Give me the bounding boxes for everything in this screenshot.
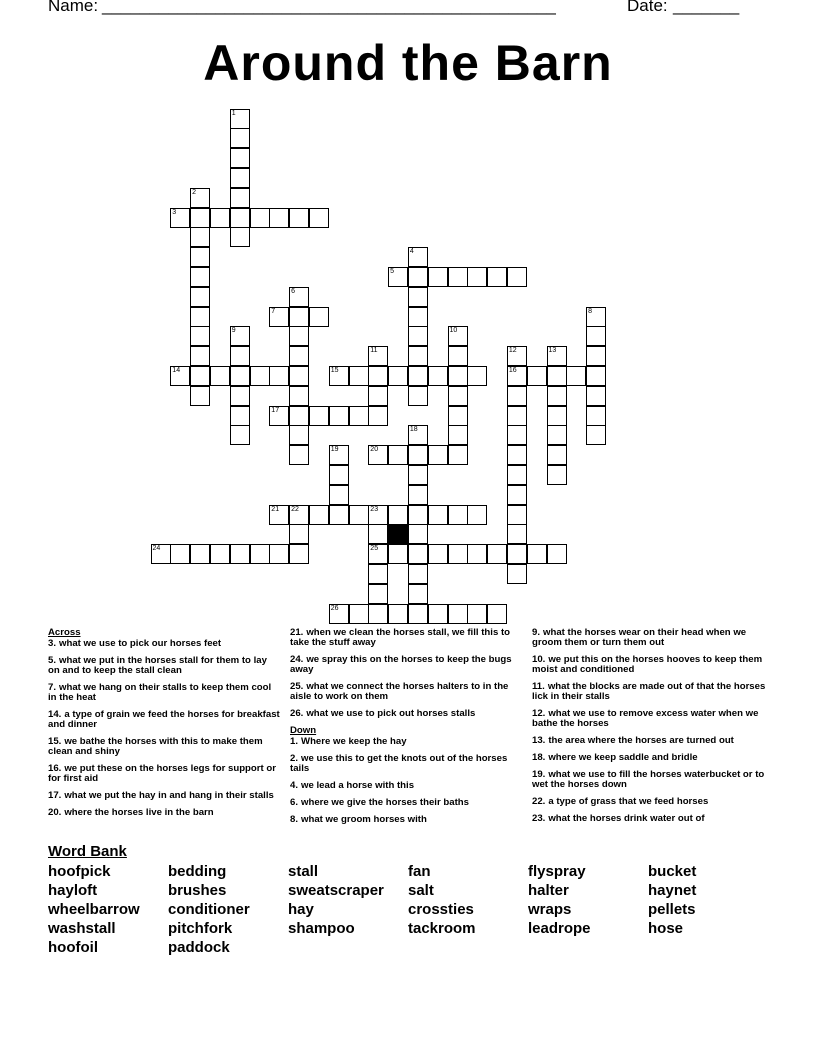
grid-cell[interactable] [408, 267, 428, 287]
grid-cell[interactable] [368, 386, 388, 406]
grid-cell[interactable] [547, 465, 567, 485]
grid-cell[interactable] [467, 544, 487, 564]
grid-cell[interactable] [230, 227, 250, 247]
grid-cell[interactable] [448, 346, 468, 366]
grid-cell[interactable] [428, 544, 448, 564]
grid-cell[interactable] [507, 406, 527, 426]
grid-cell[interactable] [349, 406, 369, 426]
grid-cell[interactable] [368, 564, 388, 584]
grid-cell[interactable] [329, 465, 349, 485]
word-bank-word: tackroom [408, 920, 476, 937]
cell-number: 5 [390, 267, 394, 275]
word-bank-list [48, 862, 768, 957]
cell-number: 6 [291, 287, 295, 295]
cell-number: 8 [588, 307, 592, 315]
grid-cell[interactable] [527, 544, 547, 564]
name-label: Name: [48, 0, 99, 15]
cell-number: 2 [192, 188, 196, 196]
grid-cell[interactable] [151, 544, 171, 564]
word-bank-word: washstall [48, 920, 116, 937]
grid-cell[interactable] [467, 604, 487, 624]
clue-down-10: 10. we put this on the horses hooves to keep them moist and conditioned [532, 654, 763, 675]
clue-across-3: 3. what we use to pick our horses feet [48, 638, 222, 649]
grid-cell[interactable] [408, 445, 428, 465]
grid-cell[interactable] [269, 307, 289, 327]
grid-cell[interactable] [368, 604, 388, 624]
clue-down-11: 11. what the blocks are made out of that the horses lick in their stalls [532, 681, 766, 702]
grid-cell[interactable] [586, 406, 606, 426]
grid-cell[interactable] [269, 544, 289, 564]
grid-cell[interactable] [448, 406, 468, 426]
cell-number: 25 [370, 545, 379, 553]
word-bank-word: wheelbarrow [48, 901, 140, 918]
word-bank-word: hose [648, 920, 684, 937]
grid-cell[interactable] [289, 208, 309, 228]
grid-cell[interactable] [329, 366, 349, 386]
grid-cell[interactable] [289, 406, 309, 426]
grid-cell[interactable] [408, 584, 428, 604]
grid-cell[interactable] [487, 544, 507, 564]
grid-cell[interactable] [230, 128, 250, 148]
grid-cell[interactable] [289, 287, 309, 307]
word-bank-title: Word Bank [48, 843, 127, 860]
word-bank-word: fan [408, 863, 431, 880]
grid-cell[interactable] [507, 425, 527, 445]
clue-down-2: 2. we use this to get the knots out of the horses tails [290, 753, 508, 774]
clue-across-24: 24. we spray this on the horses to keep the bugs away [290, 654, 512, 675]
grid-cell[interactable] [408, 326, 428, 346]
clue-column-2 [290, 628, 522, 832]
cell-number: 21 [271, 505, 280, 513]
word-bank-word: brushes [168, 882, 227, 899]
word-bank-word: haynet [648, 882, 697, 899]
grid-cell[interactable] [448, 604, 468, 624]
word-bank-word: salt [408, 882, 434, 899]
grid-cell[interactable] [408, 425, 428, 445]
word-bank [48, 843, 768, 957]
grid-cell[interactable] [507, 445, 527, 465]
grid-cell[interactable] [230, 109, 250, 129]
cell-number: 10 [449, 327, 458, 335]
grid-cell[interactable] [448, 386, 468, 406]
grid-cell[interactable] [190, 346, 210, 366]
grid-cell[interactable] [309, 505, 329, 525]
grid-cell[interactable] [547, 544, 567, 564]
grid-cell[interactable] [388, 505, 408, 525]
grid-cell[interactable] [547, 386, 567, 406]
clue-column-1 [48, 628, 280, 825]
grid-cell[interactable] [230, 168, 250, 188]
clue-down-8: 8. what we groom horses with [290, 814, 427, 825]
grid-cell[interactable] [408, 465, 428, 485]
black-square [388, 524, 408, 544]
grid-cell[interactable] [329, 485, 349, 505]
grid-cell[interactable] [586, 386, 606, 406]
cell-number: 4 [409, 248, 414, 256]
grid-cell[interactable] [309, 307, 329, 327]
grid-cell[interactable] [170, 544, 190, 564]
clue-across-21: 21. when we clean the horses stall, we fill this to take the stuff away [290, 627, 510, 648]
grid-cell[interactable] [507, 564, 527, 584]
cell-number: 3 [172, 208, 177, 216]
word-bank-word: stall [288, 863, 319, 880]
grid-cell[interactable] [250, 366, 270, 386]
grid-cell[interactable] [289, 307, 309, 327]
grid-cell[interactable] [428, 445, 448, 465]
grid-cell[interactable] [190, 386, 210, 406]
cell-number: 26 [330, 604, 339, 612]
clue-down-23: 23. what the horses drink water out of [532, 813, 705, 824]
grid-cell[interactable] [368, 445, 388, 465]
grid-cell[interactable] [487, 604, 507, 624]
grid-cell[interactable] [448, 425, 468, 445]
cell-number: 15 [330, 366, 339, 374]
clue-down-19: 19. what we use to fill the horses waterbucket or to wet the horses down [532, 769, 765, 790]
grid-cell[interactable] [289, 386, 309, 406]
clue-down-22: 22. a type of grass that we feed horses [532, 796, 709, 807]
grid-cell[interactable] [368, 366, 388, 386]
cell-number: 14 [172, 366, 181, 374]
grid-cell[interactable] [289, 326, 309, 346]
cell-number: 16 [508, 366, 517, 374]
word-bank-word: hayloft [48, 882, 98, 899]
clue-across-15: 15. we bathe the horses with this to make them clean and shiny [48, 736, 263, 757]
grid-cell[interactable] [408, 346, 428, 366]
cell-number: 1 [231, 109, 236, 117]
grid-cell[interactable] [190, 366, 210, 386]
grid-cell[interactable] [507, 505, 527, 525]
grid-cell[interactable] [289, 346, 309, 366]
word-bank-word: pitchfork [168, 920, 233, 937]
grid-cell[interactable] [566, 366, 586, 386]
grid-cell[interactable] [309, 406, 329, 426]
grid-cell[interactable] [586, 326, 606, 346]
grid-cell[interactable] [507, 485, 527, 505]
grid-cell[interactable] [368, 346, 388, 366]
clue-across-5: 5. what we put in the horses stall for them to lay on and to keep the stall clean [48, 655, 267, 676]
grid-cell[interactable] [507, 386, 527, 406]
grid-cell[interactable] [368, 505, 388, 525]
grid-cell[interactable] [507, 346, 527, 366]
grid-cell[interactable] [250, 544, 270, 564]
grid-cell[interactable] [230, 425, 250, 445]
grid-cell[interactable] [230, 148, 250, 168]
grid-cell[interactable] [388, 604, 408, 624]
word-bank-word: hoofpick [48, 863, 111, 880]
grid-cell[interactable] [507, 544, 527, 564]
cell-number: 22 [291, 505, 299, 513]
grid-cell[interactable] [586, 366, 606, 386]
grid-cell[interactable] [289, 366, 309, 386]
word-bank-word: shampoo [288, 920, 355, 937]
clue-across-16: 16. we put these on the horses legs for support or for first aid [48, 763, 276, 784]
word-bank-word: bucket [648, 863, 697, 880]
grid-cell[interactable] [408, 485, 428, 505]
grid-cell[interactable] [190, 307, 210, 327]
grid-cell[interactable] [289, 544, 309, 564]
grid-cell[interactable] [547, 406, 567, 426]
date-field[interactable]: _______ [673, 0, 740, 15]
grid-cell[interactable] [507, 465, 527, 485]
grid-cell[interactable] [210, 208, 230, 228]
grid-cell[interactable] [190, 227, 210, 247]
grid-cell[interactable] [408, 524, 428, 544]
clue-across-26: 26. what we use to pick out horses stalls [290, 708, 476, 719]
grid-cell[interactable] [507, 267, 527, 287]
grid-cell[interactable] [349, 366, 369, 386]
clue-down-6: 6. where we give the horses their baths [290, 797, 469, 808]
grid-cell[interactable] [190, 287, 210, 307]
grid-cell[interactable] [507, 524, 527, 544]
grid-cell[interactable] [388, 544, 408, 564]
grid-cell[interactable] [408, 564, 428, 584]
grid-cell[interactable] [170, 208, 190, 228]
grid-cell[interactable] [527, 366, 547, 386]
grid-cell[interactable] [448, 366, 468, 386]
grid-cell[interactable] [289, 425, 309, 445]
word-bank-word: halter [528, 882, 569, 899]
grid-cell[interactable] [448, 445, 468, 465]
cell-number: 12 [508, 347, 517, 355]
grid-cell[interactable] [230, 386, 250, 406]
grid-cell[interactable] [368, 406, 388, 426]
grid-cell[interactable] [269, 505, 289, 525]
word-bank-word: pellets [648, 901, 696, 918]
clue-down-9: 9. what the horses wear on their head when we groom them or turn them out [532, 627, 747, 648]
cell-number: 13 [548, 347, 557, 355]
word-bank-word: flyspray [528, 863, 586, 880]
clue-column-3 [532, 628, 772, 831]
grid-cell[interactable] [368, 544, 388, 564]
grid-cell[interactable] [408, 505, 428, 525]
grid-cell[interactable] [448, 505, 468, 525]
clue-across-25: 25. what we connect the horses halters to in the aisle to work on them [290, 681, 509, 702]
grid-cell[interactable] [408, 247, 428, 267]
grid-cell[interactable] [329, 505, 349, 525]
clue-down-13: 13. the area where the horses are turned out [532, 735, 734, 746]
grid-cell[interactable] [368, 584, 388, 604]
clue-across-14: 14. a type of grain we feed the horses for breakfast and dinner [48, 709, 280, 730]
grid-cell[interactable] [586, 425, 606, 445]
grid-cell[interactable] [368, 524, 388, 544]
grid-cell[interactable] [428, 366, 448, 386]
grid-cell[interactable] [448, 326, 468, 346]
date-label: Date: [627, 0, 668, 15]
grid-cell[interactable] [428, 604, 448, 624]
clue-down-12: 12. what we use to remove excess water when we bathe the horses [532, 708, 759, 729]
grid-cell[interactable] [349, 505, 369, 525]
cell-number: 11 [370, 347, 378, 355]
grid-cell[interactable] [190, 188, 210, 208]
clue-across-20: 20. where the horses live in the barn [48, 807, 214, 818]
grid-cell[interactable] [329, 406, 349, 426]
grid-cell[interactable] [170, 366, 190, 386]
cell-number: 9 [231, 327, 236, 335]
grid-cell[interactable] [448, 544, 468, 564]
grid-cell[interactable] [586, 307, 606, 327]
grid-cell[interactable] [329, 604, 349, 624]
grid-cell[interactable] [388, 366, 408, 386]
grid-cell[interactable] [448, 267, 468, 287]
grid-cell[interactable] [428, 505, 448, 525]
grid-cell[interactable] [190, 247, 210, 267]
grid-cell[interactable] [309, 208, 329, 228]
grid-cell[interactable] [230, 406, 250, 426]
clue-down-18: 18. where we keep saddle and bridle [532, 752, 698, 763]
word-bank-word: bedding [168, 863, 227, 880]
word-bank-word: hay [288, 901, 314, 918]
word-bank-word: hoofoil [48, 939, 98, 956]
grid-cell[interactable] [230, 208, 250, 228]
grid-cell[interactable] [230, 544, 250, 564]
grid-cell[interactable] [190, 208, 210, 228]
clue-down-1: 1. Where we keep the hay [290, 736, 407, 747]
cell-number: 18 [409, 426, 418, 434]
grid-cell[interactable] [467, 267, 487, 287]
grid-cell[interactable] [190, 326, 210, 346]
cell-number: 23 [370, 505, 379, 513]
grid-cell[interactable] [289, 505, 309, 525]
grid-cell[interactable] [230, 346, 250, 366]
clue-across-17: 17. what we put the hay in and hang in their stalls [48, 790, 274, 801]
word-bank-word: paddock [168, 939, 230, 956]
grid-cell[interactable] [408, 604, 428, 624]
grid-cell[interactable] [329, 445, 349, 465]
cell-number: 19 [330, 446, 339, 454]
name-field[interactable]: ________________________________________________ [102, 0, 556, 15]
grid-cell[interactable] [388, 445, 408, 465]
grid-cell[interactable] [467, 366, 487, 386]
grid-cell[interactable] [408, 366, 428, 386]
grid-cell[interactable] [547, 346, 567, 366]
cell-number: 7 [271, 307, 276, 315]
grid-cell[interactable] [230, 366, 250, 386]
grid-cell[interactable] [507, 366, 527, 386]
grid-cell[interactable] [487, 267, 507, 287]
grid-cell[interactable] [408, 386, 428, 406]
cell-number: 24 [152, 545, 161, 553]
clue-down-4: 4. we lead a horse with this [290, 780, 415, 791]
grid-cell[interactable] [547, 366, 567, 386]
grid-cell[interactable] [467, 505, 487, 525]
word-bank-word: crossties [408, 901, 474, 918]
across-heading: Across [48, 627, 81, 638]
grid-cell[interactable] [547, 425, 567, 445]
grid-cell[interactable] [269, 366, 289, 386]
word-bank-word: sweatscraper [288, 882, 384, 899]
clue-across-7: 7. what we hang on their stalls to keep them cool in the heat [48, 682, 272, 703]
cell-number: 17 [271, 406, 280, 414]
grid-cell[interactable] [547, 445, 567, 465]
grid-cell[interactable] [250, 208, 270, 228]
grid-cell[interactable] [388, 267, 408, 287]
word-bank-word: leadrope [528, 920, 591, 937]
grid-cell[interactable] [289, 524, 309, 544]
grid-cell[interactable] [210, 544, 230, 564]
page-title: Around the Barn [203, 35, 613, 91]
grid-cell[interactable] [190, 267, 210, 287]
grid-cell[interactable] [408, 544, 428, 564]
grid-cell[interactable] [586, 346, 606, 366]
word-bank-word: conditioner [168, 901, 250, 918]
grid-cell[interactable] [408, 287, 428, 307]
grid-cell[interactable] [210, 366, 230, 386]
grid-cell[interactable] [428, 267, 448, 287]
grid-cell[interactable] [349, 604, 369, 624]
down-heading: Down [290, 725, 317, 736]
cell-number: 20 [370, 446, 379, 454]
word-bank-word: wraps [528, 901, 572, 918]
grid-cell[interactable] [269, 406, 289, 426]
grid-cell[interactable] [269, 208, 289, 228]
grid-cell[interactable] [230, 326, 250, 346]
grid-cell[interactable] [289, 445, 309, 465]
grid-cell[interactable] [408, 307, 428, 327]
grid-cell[interactable] [190, 544, 210, 564]
grid-cell[interactable] [230, 188, 250, 208]
